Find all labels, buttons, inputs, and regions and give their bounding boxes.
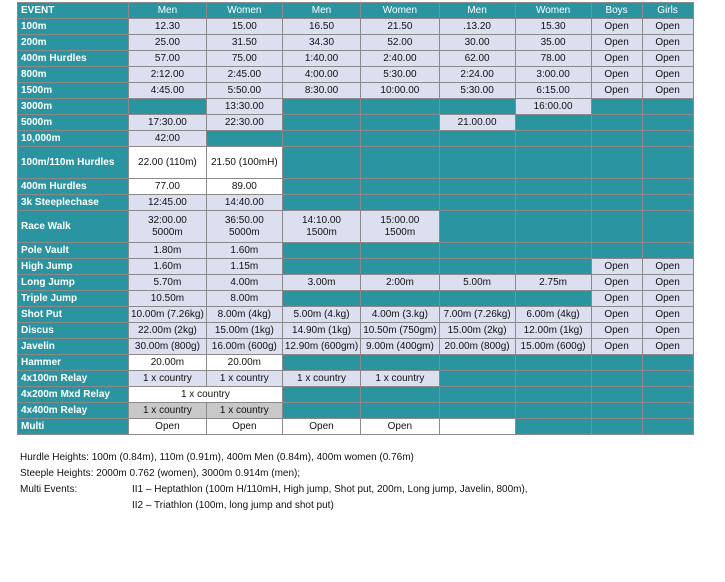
standard-cell: [515, 403, 591, 419]
standard-cell: [439, 147, 515, 179]
table-row: [18, 67, 694, 83]
standard-cell: [282, 115, 360, 131]
standard-cell: [439, 99, 515, 115]
standards-table: [17, 2, 694, 435]
table-row: [18, 147, 694, 179]
standard-cell: [206, 131, 282, 147]
standard-cell: 20.00m (800g): [439, 339, 515, 355]
table-row: [18, 179, 694, 195]
standard-cell: [642, 195, 693, 211]
standard-cell: [361, 243, 439, 259]
table-row: [18, 35, 694, 51]
cell-line: 5000m: [152, 226, 183, 238]
standard-cell: Open: [642, 259, 693, 275]
standard-cell: Open: [591, 307, 642, 323]
standard-cell: [361, 355, 439, 371]
standard-cell: [439, 211, 515, 243]
standard-cell: 4:45.00: [129, 83, 207, 99]
standard-cell: 4.00m (3.kg): [361, 307, 439, 323]
standard-cell: 16:00.00: [515, 99, 591, 115]
standard-cell: [591, 243, 642, 259]
standard-cell: Open: [591, 35, 642, 51]
event-label: Long Jump: [18, 275, 129, 291]
header-men: Men: [439, 3, 515, 19]
standard-cell: Open: [591, 291, 642, 307]
standard-cell: [129, 211, 207, 243]
standard-cell: [591, 355, 642, 371]
standard-cell: Open: [282, 419, 360, 435]
standard-cell: Open: [591, 83, 642, 99]
cell-line: 14:10.00: [302, 214, 341, 226]
standard-cell: 15.00m (2kg): [439, 323, 515, 339]
standard-cell: [282, 211, 360, 243]
event-label: 4x400m Relay: [18, 403, 129, 419]
header-boys: Boys: [591, 3, 642, 19]
header-girls: Girls: [642, 3, 693, 19]
header-event: EVENT: [18, 3, 129, 19]
standard-cell: Open: [361, 419, 439, 435]
standard-cell: [439, 131, 515, 147]
standard-cell: [282, 195, 360, 211]
cell-line: 36:50.00: [224, 214, 264, 226]
standard-cell: [129, 99, 207, 115]
standard-cell: 52.00: [361, 35, 439, 51]
standard-cell: 9.00m (400gm): [361, 339, 439, 355]
multi-events-heptathlon: II1 – Heptathlon (100m H/110mH, High jump, Shot put, 200m, Long jump, Javelin, 800m),: [132, 484, 528, 495]
standard-cell: 1 x country: [129, 403, 207, 419]
standard-cell: Open: [642, 83, 693, 99]
table-row: [18, 371, 694, 387]
standard-cell: [282, 131, 360, 147]
standard-cell: [642, 355, 693, 371]
standard-cell: 6.00m (4kg): [515, 307, 591, 323]
header-women: Women: [361, 3, 439, 19]
standard-cell: [515, 179, 591, 195]
standard-cell: 15.00m (600g): [515, 339, 591, 355]
standard-cell: [439, 179, 515, 195]
standard-cell: [282, 291, 360, 307]
standard-cell: 1 x country: [129, 387, 283, 403]
standard-cell: 12.00m (1kg): [515, 323, 591, 339]
standard-cell: 89.00: [206, 179, 282, 195]
event-label: 400m Hurdles: [18, 179, 129, 195]
standard-cell: [282, 99, 360, 115]
standard-cell: [439, 195, 515, 211]
standard-cell: 5.70m: [129, 275, 207, 291]
standard-cell: 20.00m: [206, 355, 282, 371]
standard-cell: 21.50 (100mH): [206, 147, 282, 179]
standard-cell: [439, 355, 515, 371]
event-label: 4x200m Mxd Relay: [18, 387, 129, 403]
event-label: Triple Jump: [18, 291, 129, 307]
standard-cell: [591, 131, 642, 147]
header-men: Men: [282, 3, 360, 19]
standard-cell: [282, 243, 360, 259]
standard-cell: 6:15.00: [515, 83, 591, 99]
event-label: Multi: [18, 419, 129, 435]
standard-cell: 1 x country: [129, 371, 207, 387]
standard-cell: 16.00m (600g): [206, 339, 282, 355]
table-row: [18, 291, 694, 307]
standard-cell: 15.30: [515, 19, 591, 35]
standard-cell: [642, 419, 693, 435]
standard-cell: Open: [129, 419, 207, 435]
standard-cell: 2:45.00: [206, 67, 282, 83]
event-label: 5000m: [18, 115, 129, 131]
standard-cell: [282, 387, 360, 403]
cell-line: 1500m: [384, 226, 416, 238]
standard-cell: 5:30.00: [439, 83, 515, 99]
table-row: [18, 419, 694, 435]
standard-cell: 75.00: [206, 51, 282, 67]
standard-cell: Open: [642, 19, 693, 35]
standard-cell: Open: [642, 67, 693, 83]
standard-cell: [282, 147, 360, 179]
standard-cell: 5:50.00: [206, 83, 282, 99]
standard-cell: [642, 147, 693, 179]
standard-cell: [515, 243, 591, 259]
event-label: Shot Put: [18, 307, 129, 323]
standard-cell: 15.00: [206, 19, 282, 35]
standard-cell: [515, 147, 591, 179]
standard-cell: [515, 419, 591, 435]
table-row: [18, 323, 694, 339]
standard-cell: [361, 131, 439, 147]
standard-cell: 31.50: [206, 35, 282, 51]
standard-cell: [642, 403, 693, 419]
standard-cell: [642, 371, 693, 387]
table-row: [18, 195, 694, 211]
standard-cell: 12.90m (600gm): [282, 339, 360, 355]
header-men: Men: [129, 3, 207, 19]
standard-cell: 2:12.00: [129, 67, 207, 83]
standard-cell: 22:30.00: [206, 115, 282, 131]
standard-cell: [642, 99, 693, 115]
standard-cell: 13:30.00: [206, 99, 282, 115]
standard-cell: Open: [642, 339, 693, 355]
event-label: 3000m: [18, 99, 129, 115]
cell-line: 5000m: [229, 226, 260, 238]
event-label: 10,000m: [18, 131, 129, 147]
event-label: 400m Hurdles: [18, 51, 129, 67]
standard-cell: [361, 179, 439, 195]
standard-cell: 22.00m (2kg): [129, 323, 207, 339]
standard-cell: 2.75m: [515, 275, 591, 291]
table-row: [18, 275, 694, 291]
standard-cell: [282, 403, 360, 419]
standard-cell: [642, 115, 693, 131]
standard-cell: Open: [591, 259, 642, 275]
standard-cell: 8:30.00: [282, 83, 360, 99]
standard-cell: [591, 371, 642, 387]
standard-cell: 20.00m: [129, 355, 207, 371]
standard-cell: [591, 211, 642, 243]
table-row: [18, 19, 694, 35]
standard-cell: 3.00m: [282, 275, 360, 291]
standard-cell: 78.00: [515, 51, 591, 67]
multi-events-note: [20, 482, 528, 498]
standard-cell: [439, 403, 515, 419]
standard-cell: 15.00m (1kg): [206, 323, 282, 339]
event-label: 3k Steeplechase: [18, 195, 129, 211]
standard-cell: Open: [642, 323, 693, 339]
table-row: [18, 355, 694, 371]
standard-cell: [515, 355, 591, 371]
event-label: Hammer: [18, 355, 129, 371]
table-row: [18, 99, 694, 115]
event-label: High Jump: [18, 259, 129, 275]
standard-cell: [642, 387, 693, 403]
steeple-heights-note: Steeple Heights: 2000m 0.762 (women), 3000m 0.914m (men);: [20, 468, 301, 479]
standard-cell: [642, 243, 693, 259]
standard-cell: 10:00.00: [361, 83, 439, 99]
table-row: [18, 83, 694, 99]
standard-cell: [439, 371, 515, 387]
standard-cell: [439, 243, 515, 259]
standard-cell: Open: [642, 275, 693, 291]
standard-cell: [591, 179, 642, 195]
standard-cell: 42:00: [129, 131, 207, 147]
standard-cell: [439, 291, 515, 307]
standard-cell: 25.00: [129, 35, 207, 51]
standard-cell: [642, 131, 693, 147]
standard-cell: 10.50m (750gm): [361, 323, 439, 339]
multi-events-triathlon: II2 – Triathlon (100m, long jump and shot put): [132, 500, 334, 511]
standard-cell: Open: [642, 307, 693, 323]
standard-cell: Open: [642, 35, 693, 51]
standard-cell: Open: [591, 339, 642, 355]
standard-cell: 5.00m (4.kg): [282, 307, 360, 323]
standard-cell: [591, 195, 642, 211]
cell-line: 1500m: [306, 226, 337, 238]
table-row: [18, 259, 694, 275]
standard-cell: 2:40.00: [361, 51, 439, 67]
standard-cell: 34.30: [282, 35, 360, 51]
standard-cell: 1:40.00: [282, 51, 360, 67]
standard-cell: 30.00m (800g): [129, 339, 207, 355]
standard-cell: [515, 259, 591, 275]
standard-cell: 1 x country: [282, 371, 360, 387]
header-women: Women: [206, 3, 282, 19]
event-label: Discus: [18, 323, 129, 339]
standard-cell: Open: [591, 67, 642, 83]
header-row: [18, 3, 694, 19]
table-row: [18, 51, 694, 67]
standard-cell: Open: [591, 51, 642, 67]
standard-cell: 57.00: [129, 51, 207, 67]
standard-cell: [439, 387, 515, 403]
standard-cell: 1.80m: [129, 243, 207, 259]
standard-cell: [515, 131, 591, 147]
standard-cell: [361, 387, 439, 403]
standard-cell: 3:00.00: [515, 67, 591, 83]
event-label: 1500m: [18, 83, 129, 99]
standard-cell: [591, 147, 642, 179]
standard-cell: [439, 259, 515, 275]
standard-cell: [642, 211, 693, 243]
standard-cell: Open: [642, 51, 693, 67]
hurdle-heights-note: Hurdle Heights: 100m (0.84m), 110m (0.91m), 400m Men (0.84m), 400m women (0.76m): [20, 452, 414, 463]
standard-cell: 14.90m (1kg): [282, 323, 360, 339]
standard-cell: [642, 179, 693, 195]
standard-cell: 14:40.00: [206, 195, 282, 211]
standard-cell: [282, 259, 360, 275]
event-label: 100m/110m Hurdles: [18, 147, 129, 179]
standard-cell: 5:30.00: [361, 67, 439, 83]
standard-cell: 12:45.00: [129, 195, 207, 211]
cell-line: 32:00.00: [147, 214, 187, 226]
standard-cell: [282, 179, 360, 195]
standard-cell: 1 x country: [361, 371, 439, 387]
standard-cell: [591, 99, 642, 115]
standard-cell: [515, 291, 591, 307]
cell-line: 15:00.00: [380, 214, 420, 226]
table-row: [18, 131, 694, 147]
standard-cell: [361, 115, 439, 131]
standard-cell: 30.00: [439, 35, 515, 51]
standard-cell: 22.00 (110m): [129, 147, 207, 179]
standard-cell: [515, 387, 591, 403]
standard-cell: 1 x country: [206, 403, 282, 419]
table-row: [18, 243, 694, 259]
standard-cell: 8.00m: [206, 291, 282, 307]
standard-cell: .13.20: [439, 19, 515, 35]
footnotes: [20, 450, 528, 514]
standard-cell: 1.15m: [206, 259, 282, 275]
table-body: [18, 19, 694, 435]
standard-cell: [361, 403, 439, 419]
standard-cell: 12.30: [129, 19, 207, 35]
standard-cell: 17:30.00: [129, 115, 207, 131]
event-label: 100m: [18, 19, 129, 35]
standard-cell: [361, 259, 439, 275]
standard-cell: [515, 371, 591, 387]
event-label: Pole Vault: [18, 243, 129, 259]
standard-cell: [439, 419, 515, 435]
event-label: 4x100m Relay: [18, 371, 129, 387]
standard-cell: 1.60m: [129, 259, 207, 275]
standard-cell: [361, 147, 439, 179]
standard-cell: Open: [591, 19, 642, 35]
standard-cell: 5.00m: [439, 275, 515, 291]
standard-cell: Open: [591, 275, 642, 291]
standard-cell: [515, 195, 591, 211]
standard-cell: 10.00m (7.26kg): [129, 307, 207, 323]
standard-cell: [591, 419, 642, 435]
standard-cell: [515, 211, 591, 243]
standard-cell: [361, 99, 439, 115]
standard-cell: 4:00.00: [282, 67, 360, 83]
event-label: Race Walk: [18, 211, 129, 243]
standard-cell: 1.60m: [206, 243, 282, 259]
standard-cell: [591, 403, 642, 419]
table-row: [18, 387, 694, 403]
standard-cell: Open: [591, 323, 642, 339]
standard-cell: 2:00m: [361, 275, 439, 291]
standard-cell: [361, 211, 439, 243]
standard-cell: [361, 291, 439, 307]
event-label: 200m: [18, 35, 129, 51]
standard-cell: [282, 355, 360, 371]
standard-cell: 8.00m (4kg): [206, 307, 282, 323]
table-row: [18, 307, 694, 323]
table-row: [18, 339, 694, 355]
standard-cell: 7.00m (7.26kg): [439, 307, 515, 323]
standard-cell: 62.00: [439, 51, 515, 67]
event-label: Javelin: [18, 339, 129, 355]
standard-cell: [591, 115, 642, 131]
standard-cell: 2:24.00: [439, 67, 515, 83]
table-row: [18, 403, 694, 419]
standard-cell: Open: [206, 419, 282, 435]
table-row: [18, 211, 694, 243]
standard-cell: 21.00.00: [439, 115, 515, 131]
standard-cell: 16.50: [282, 19, 360, 35]
standard-cell: Open: [642, 291, 693, 307]
table-row: [18, 115, 694, 131]
standard-cell: 4.00m: [206, 275, 282, 291]
standard-cell: 21.50: [361, 19, 439, 35]
standard-cell: 1 x country: [206, 371, 282, 387]
header-women: Women: [515, 3, 591, 19]
standard-cell: 35.00: [515, 35, 591, 51]
standard-cell: [206, 211, 282, 243]
standard-cell: [515, 115, 591, 131]
event-label: 800m: [18, 67, 129, 83]
standard-cell: [591, 387, 642, 403]
standard-cell: 77.00: [129, 179, 207, 195]
multi-events-label: Multi Events:: [20, 484, 78, 495]
standard-cell: 10.50m: [129, 291, 207, 307]
standard-cell: [361, 195, 439, 211]
